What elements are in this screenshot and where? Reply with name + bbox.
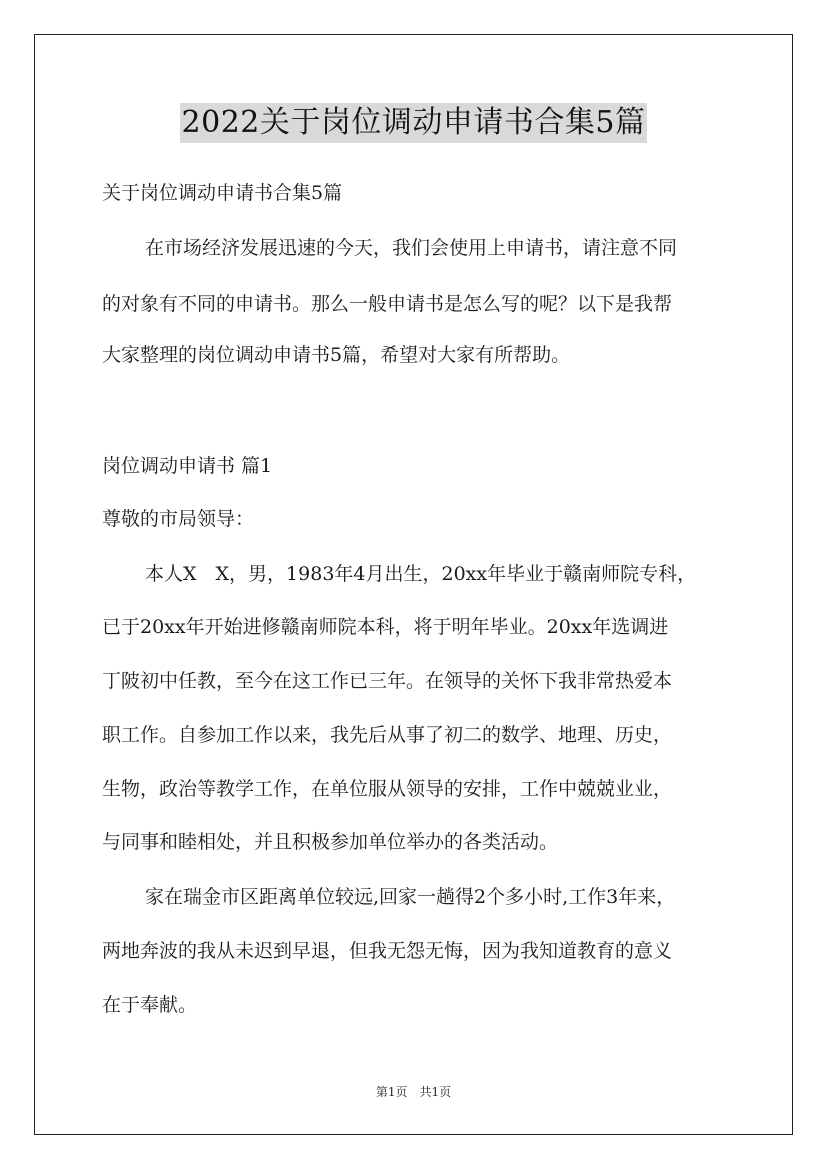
- paragraph1-line-4: 职工作。自参加工作以来，我先后从事了初二的数学、地理、历史，: [102, 724, 673, 746]
- paragraph1-line-5: 生物，政治等教学工作，在单位服从领导的安排，工作中兢兢业业，: [102, 778, 673, 800]
- intro-line-2: 的对象有不同的申请书。那么一般申请书是怎么写的呢？以下是我帮: [102, 293, 673, 315]
- title-container: [0, 103, 827, 143]
- paragraph1-line-6: 与同事和睦相处，并且积极参加单位举办的各类活动。: [102, 831, 559, 853]
- document-title: 2022关于岗位调动申请书合集5篇: [180, 103, 648, 143]
- paragraph1-line-2: 已于20xx年开始进修赣南师院本科，将于明年毕业。20xx年选调进: [102, 616, 669, 638]
- page-footer: 第1页 共1页: [375, 1085, 452, 1099]
- paragraph2-line-2: 两地奔波的我从未迟到早退，但我无怨无悔，因为我知道教育的意义: [102, 940, 673, 962]
- document-subtitle: 关于岗位调动申请书合集5篇: [102, 182, 343, 204]
- paragraph2-line-1: 家在瑞金市区距离单位较远,回家一趟得2个多小时,工作3年来，: [145, 886, 676, 908]
- intro-line-1: 在市场经济发展迅速的今天，我们会使用上申请书，请注意不同: [145, 237, 678, 259]
- salutation: 尊敬的市局领导：: [102, 508, 255, 530]
- intro-line-3: 大家整理的岗位调动申请书5篇，希望对大家有所帮助。: [102, 344, 571, 366]
- section-heading: 岗位调动申请书 篇1: [102, 455, 273, 477]
- paragraph1-line-1: 本人X X，男，1983年4月出生，20xx年毕业于赣南师院专科，: [145, 563, 697, 585]
- paragraph1-line-3: 丁陂初中任教，至今在这工作已三年。在领导的关怀下我非常热爱本: [102, 670, 673, 692]
- paragraph2-line-3: 在于奉献。: [102, 994, 198, 1016]
